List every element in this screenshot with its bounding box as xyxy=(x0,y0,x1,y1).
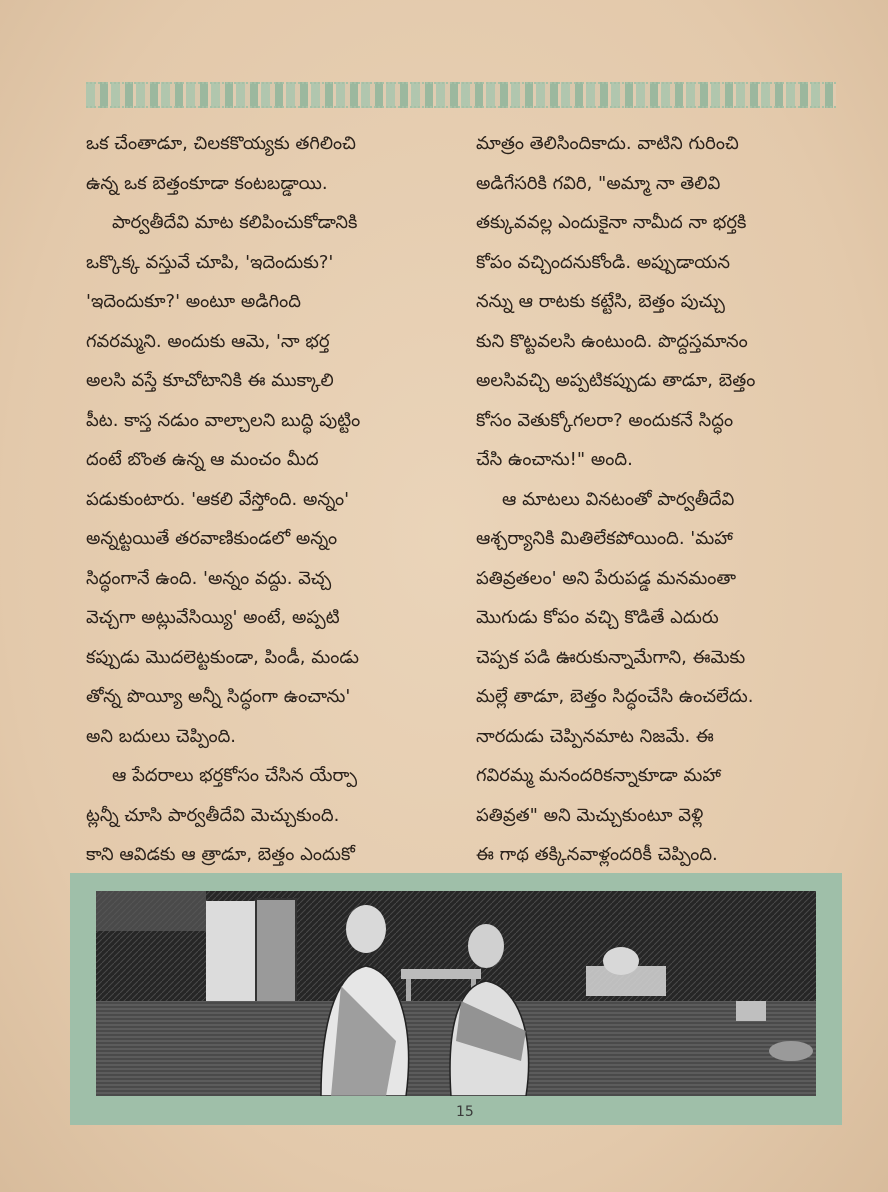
text-line: అలసి వస్తే కూచోటానికి ఈ ముక్కాలి xyxy=(86,370,334,391)
text-line: చెప్పక పడి ఊరుకున్నామేగాని, ఈమెకు xyxy=(476,646,746,668)
text-line: ట్లన్నీ చూసి పార్వతీదేవి మెచ్చుకుంది. xyxy=(86,804,340,826)
text-line: మాత్రం తెలిసిందికాదు. వాటిని గురించి xyxy=(476,133,739,154)
decorative-border-strip xyxy=(86,82,836,108)
text-line: దంటే బొంత ఉన్న ఆ మంచం మీద xyxy=(86,449,319,470)
text-line: చేసి ఉంచాను!" అంది. xyxy=(476,449,633,470)
text-line: వెచ్చగా అట్లువేసియ్యి' అంటే, అప్పటి xyxy=(86,607,340,628)
text-line: కుని కొట్టవలసి ఉంటుంది. పొద్దస్తమానం xyxy=(476,330,748,352)
text-line: పీట. కాస్త నడుం వాల్చాలని బుద్ధి పుట్టిం xyxy=(86,409,361,431)
text-line: మల్లే తాడూ, బెత్తం సిద్ధంచేసి ఉంచలేదు. xyxy=(476,686,754,707)
text-line: అలసివచ్చి అప్పటికప్పుడు తాడూ, బెత్తం xyxy=(476,370,756,391)
text-line: అని బదులు చెప్పింది. xyxy=(86,725,237,747)
text-line: ఆ పేదరాలు భర్తకోసం చేసిన యేర్పా xyxy=(112,765,358,786)
text-line: గవరమ్మని. అందుకు ఆమె, 'నా భర్త xyxy=(86,330,330,352)
story-illustration xyxy=(96,891,816,1096)
text-line: ఒక్కొక్క వస్తువే చూపి, 'ఇదెందుకు?' xyxy=(86,251,334,273)
text-line: కప్పుడు మొదలెట్టకుండా, పిండీ, మండు xyxy=(86,646,359,668)
text-line: నన్ను ఆ రాటకు కట్టేసి, బెత్తం పుచ్చు xyxy=(476,291,725,312)
text-line: ఉన్న ఒక బెత్తంకూడా కంటబడ్డాయి. xyxy=(86,172,328,194)
text-line: మొగుడు కోపం వచ్చి కొడితే ఎదురు xyxy=(476,607,719,628)
illustration-scene xyxy=(96,891,816,1096)
left-text-column xyxy=(86,124,472,875)
text-line: తోన్న పొయ్యీ అన్నీ సిద్ధంగా ఉంచాను' xyxy=(86,686,351,707)
text-line: తక్కువవల్ల ఎందుకైనా నామీద నా భర్తకి xyxy=(476,212,747,233)
text-line: ఈ గాథ తక్కినవాళ్లందరికీ చెప్పింది. xyxy=(476,844,718,865)
text-line: ఆశ్చర్యానికి మితిలేకపోయింది. 'మహా xyxy=(476,528,733,549)
text-line: సిద్ధంగానే ఉంది. 'అన్నం వద్దు. వెచ్చ xyxy=(86,567,332,589)
text-line: పడుకుంటారు. 'ఆకలి వేస్తోంది. అన్నం' xyxy=(86,488,350,510)
page-number: 15 xyxy=(456,1104,474,1120)
text-line: ఒక చేంతాడూ, చిలకకొయ్యకు తగిలించి xyxy=(86,133,356,154)
text-line: ఆ మాటలు వినటంతో పార్వతీదేవి xyxy=(502,488,735,510)
text-line: గవిరమ్మ మనందరికన్నాకూడా మహా xyxy=(476,765,721,786)
text-line: పతివ్రత" అని మెచ్చుకుంటూ వెళ్లి xyxy=(476,804,704,826)
text-line: అడిగేసరికి గవిరి, "అమ్మా నా తెలివి xyxy=(476,172,721,194)
text-line: కాని ఆవిడకు ఆ త్రాడూ, బెత్తం ఎందుకో xyxy=(86,844,355,865)
text-line: అన్నట్టయితే తరవాణికుండలో అన్నం xyxy=(86,528,338,549)
text-line: కోపం వచ్చిందనుకోండి. అప్పుడాయన xyxy=(476,251,730,273)
text-line: పతివ్రతలం' అని పేరుపడ్డ మనమంతా xyxy=(476,567,737,589)
text-line: పార్వతీదేవి మాట కలిపించుకోడానికి xyxy=(112,212,358,233)
text-line: 'ఇదెందుకూ?' అంటూ అడిగింది xyxy=(86,291,301,312)
text-line: నారదుడు చెప్పినమాట నిజమే. ఈ xyxy=(476,725,714,747)
story-illustration-frame xyxy=(70,873,842,1125)
right-text-column xyxy=(476,124,862,875)
text-line: కోసం వెతుక్కోగలరా? అందుకనే సిద్ధం xyxy=(476,409,734,431)
